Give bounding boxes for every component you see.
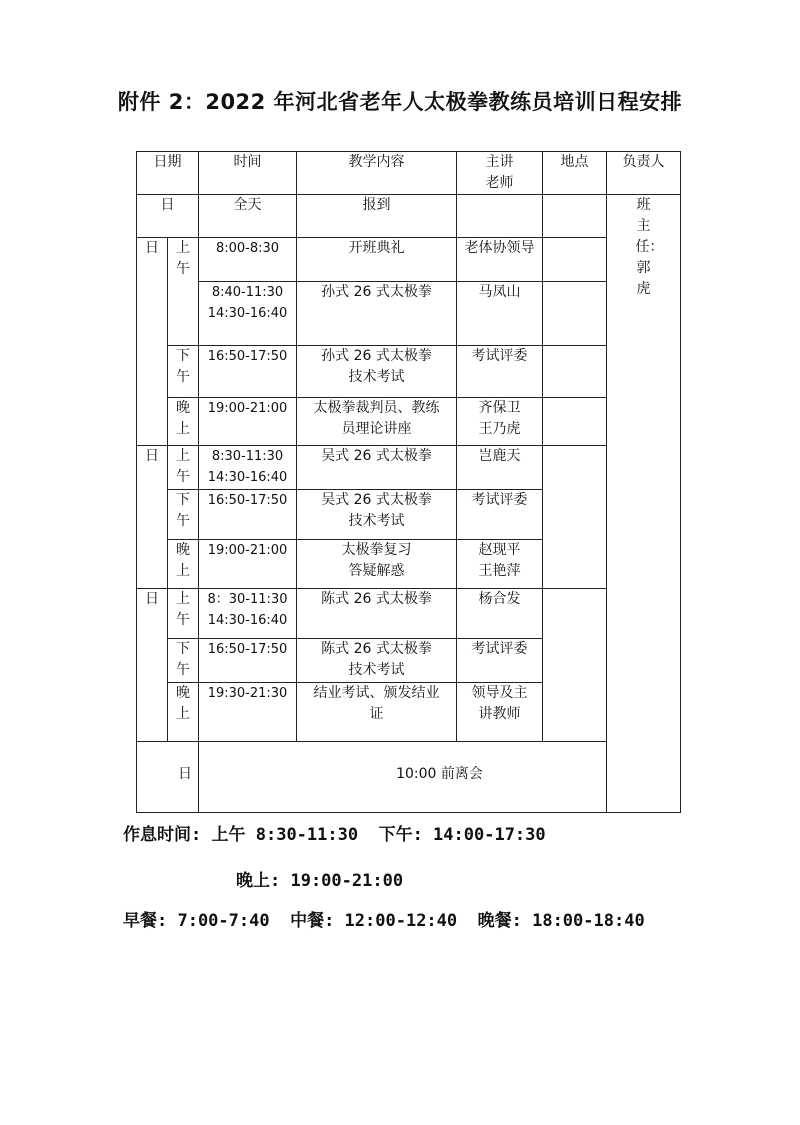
table-row [137, 398, 681, 446]
day3-date: 日 [137, 589, 168, 742]
day1-period-eve: 晚上 [168, 398, 199, 446]
breakfast: 早餐: 7:00-7:40 [123, 911, 270, 931]
header-person: 负责人 [607, 152, 681, 195]
day2-place [543, 446, 607, 589]
rest-am: 上午 8:30-11:30 [211, 825, 359, 845]
day1-period-pm: 下午 [168, 346, 199, 398]
header-teacher: 主讲 老师 [457, 152, 543, 195]
day1-teacher: 马凤山 [457, 282, 543, 346]
checkin-content: 报到 [297, 195, 457, 238]
day1-teacher: 考试评委 [457, 346, 543, 398]
schedule-table [136, 151, 681, 813]
day2-teacher: 考试评委 [457, 490, 543, 540]
checkin-time: 全天 [199, 195, 297, 238]
rest-eve: 晚上: 19:00-21:00 [236, 871, 404, 891]
day1-time: 16:50-17:50 [199, 346, 297, 398]
day3-teacher: 领导及主 讲教师 [457, 683, 543, 742]
day3-time: 8：30-11:30 14:30-16:40 [199, 589, 297, 639]
day2-period-am: 上午 [168, 446, 199, 490]
page-title: 附件 2：2022 年河北省老年人太极拳教练员培训日程安排 [117, 90, 683, 114]
day1-place [543, 238, 607, 282]
day2-date: 日 [137, 446, 168, 589]
day2-teacher: 岂鹿天 [457, 446, 543, 490]
day1-content: 孙式 26 式太极拳 技术考试 [297, 346, 457, 398]
responsible-cell [607, 195, 681, 813]
day1-teacher: 齐保卫 王乃虎 [457, 398, 543, 446]
day1-date: 日 [137, 238, 168, 446]
lunch: 中餐: 12:00-12:40 [290, 911, 458, 931]
table-row [137, 282, 681, 346]
day2-content: 吴式 26 式太极拳 技术考试 [297, 490, 457, 540]
day2-time: 19:00-21:00 [199, 540, 297, 589]
day1-time: 19:00-21:00 [199, 398, 297, 446]
day1-time: 8:40-11:30 14:30-16:40 [199, 282, 297, 346]
day2-time: 16:50-17:50 [199, 490, 297, 540]
rest-evening-line [236, 866, 403, 891]
day3-content: 陈式 26 式太极拳 技术考试 [297, 639, 457, 683]
day3-place [543, 589, 607, 742]
rest-time-line [123, 820, 546, 845]
rest-label: 作息时间: [123, 825, 202, 845]
table-row [137, 446, 681, 490]
day1-content: 孙式 26 式太极拳 [297, 282, 457, 346]
meals-line [123, 906, 645, 931]
dinner: 晚餐: 18:00-18:40 [477, 911, 645, 931]
table-row [137, 346, 681, 398]
table-row [137, 742, 681, 813]
table-row [137, 238, 681, 282]
day1-time: 8:00-8:30 [199, 238, 297, 282]
day1-place [543, 398, 607, 446]
day3-teacher: 杨合发 [457, 589, 543, 639]
checkin-teacher [457, 195, 543, 238]
header-date: 日期 [137, 152, 199, 195]
day2-content: 太极拳复习 答疑解惑 [297, 540, 457, 589]
table-row [137, 589, 681, 639]
day1-content: 开班典礼 [297, 238, 457, 282]
header-content: 教学内容 [297, 152, 457, 195]
day1-place [543, 346, 607, 398]
responsible-text: 班主任：郭虎 [635, 197, 664, 297]
day1-place [543, 282, 607, 346]
day3-period-pm: 下午 [168, 639, 199, 683]
table-row [137, 195, 681, 238]
header-place: 地点 [543, 152, 607, 195]
checkin-date: 日 [137, 195, 199, 238]
rest-pm: 下午: 14:00-17:30 [378, 825, 546, 845]
day3-time: 19:30-21:30 [199, 683, 297, 742]
day3-content: 陈式 26 式太极拳 [297, 589, 457, 639]
last-date: 日 [137, 742, 199, 813]
day2-period-pm: 下午 [168, 490, 199, 540]
day3-period-am: 上午 [168, 589, 199, 639]
day1-content: 太极拳裁判员、教练 员理论讲座 [297, 398, 457, 446]
day2-teacher: 赵现平 王艳萍 [457, 540, 543, 589]
day3-content: 结业考试、颁发结业 证 [297, 683, 457, 742]
day3-teacher: 考试评委 [457, 639, 543, 683]
day1-period-am: 上午 [168, 238, 199, 346]
day1-teacher: 老体协领导 [457, 238, 543, 282]
checkin-place [543, 195, 607, 238]
day3-period-eve: 晚上 [168, 683, 199, 742]
day2-period-eve: 晚上 [168, 540, 199, 589]
table-header-row [137, 152, 681, 195]
header-time: 时间 [199, 152, 297, 195]
day2-time: 8:30-11:30 14:30-16:40 [199, 446, 297, 490]
last-content: 10:00 前离会 [199, 742, 681, 813]
day2-content: 吴式 26 式太极拳 [297, 446, 457, 490]
day3-time: 16:50-17:50 [199, 639, 297, 683]
